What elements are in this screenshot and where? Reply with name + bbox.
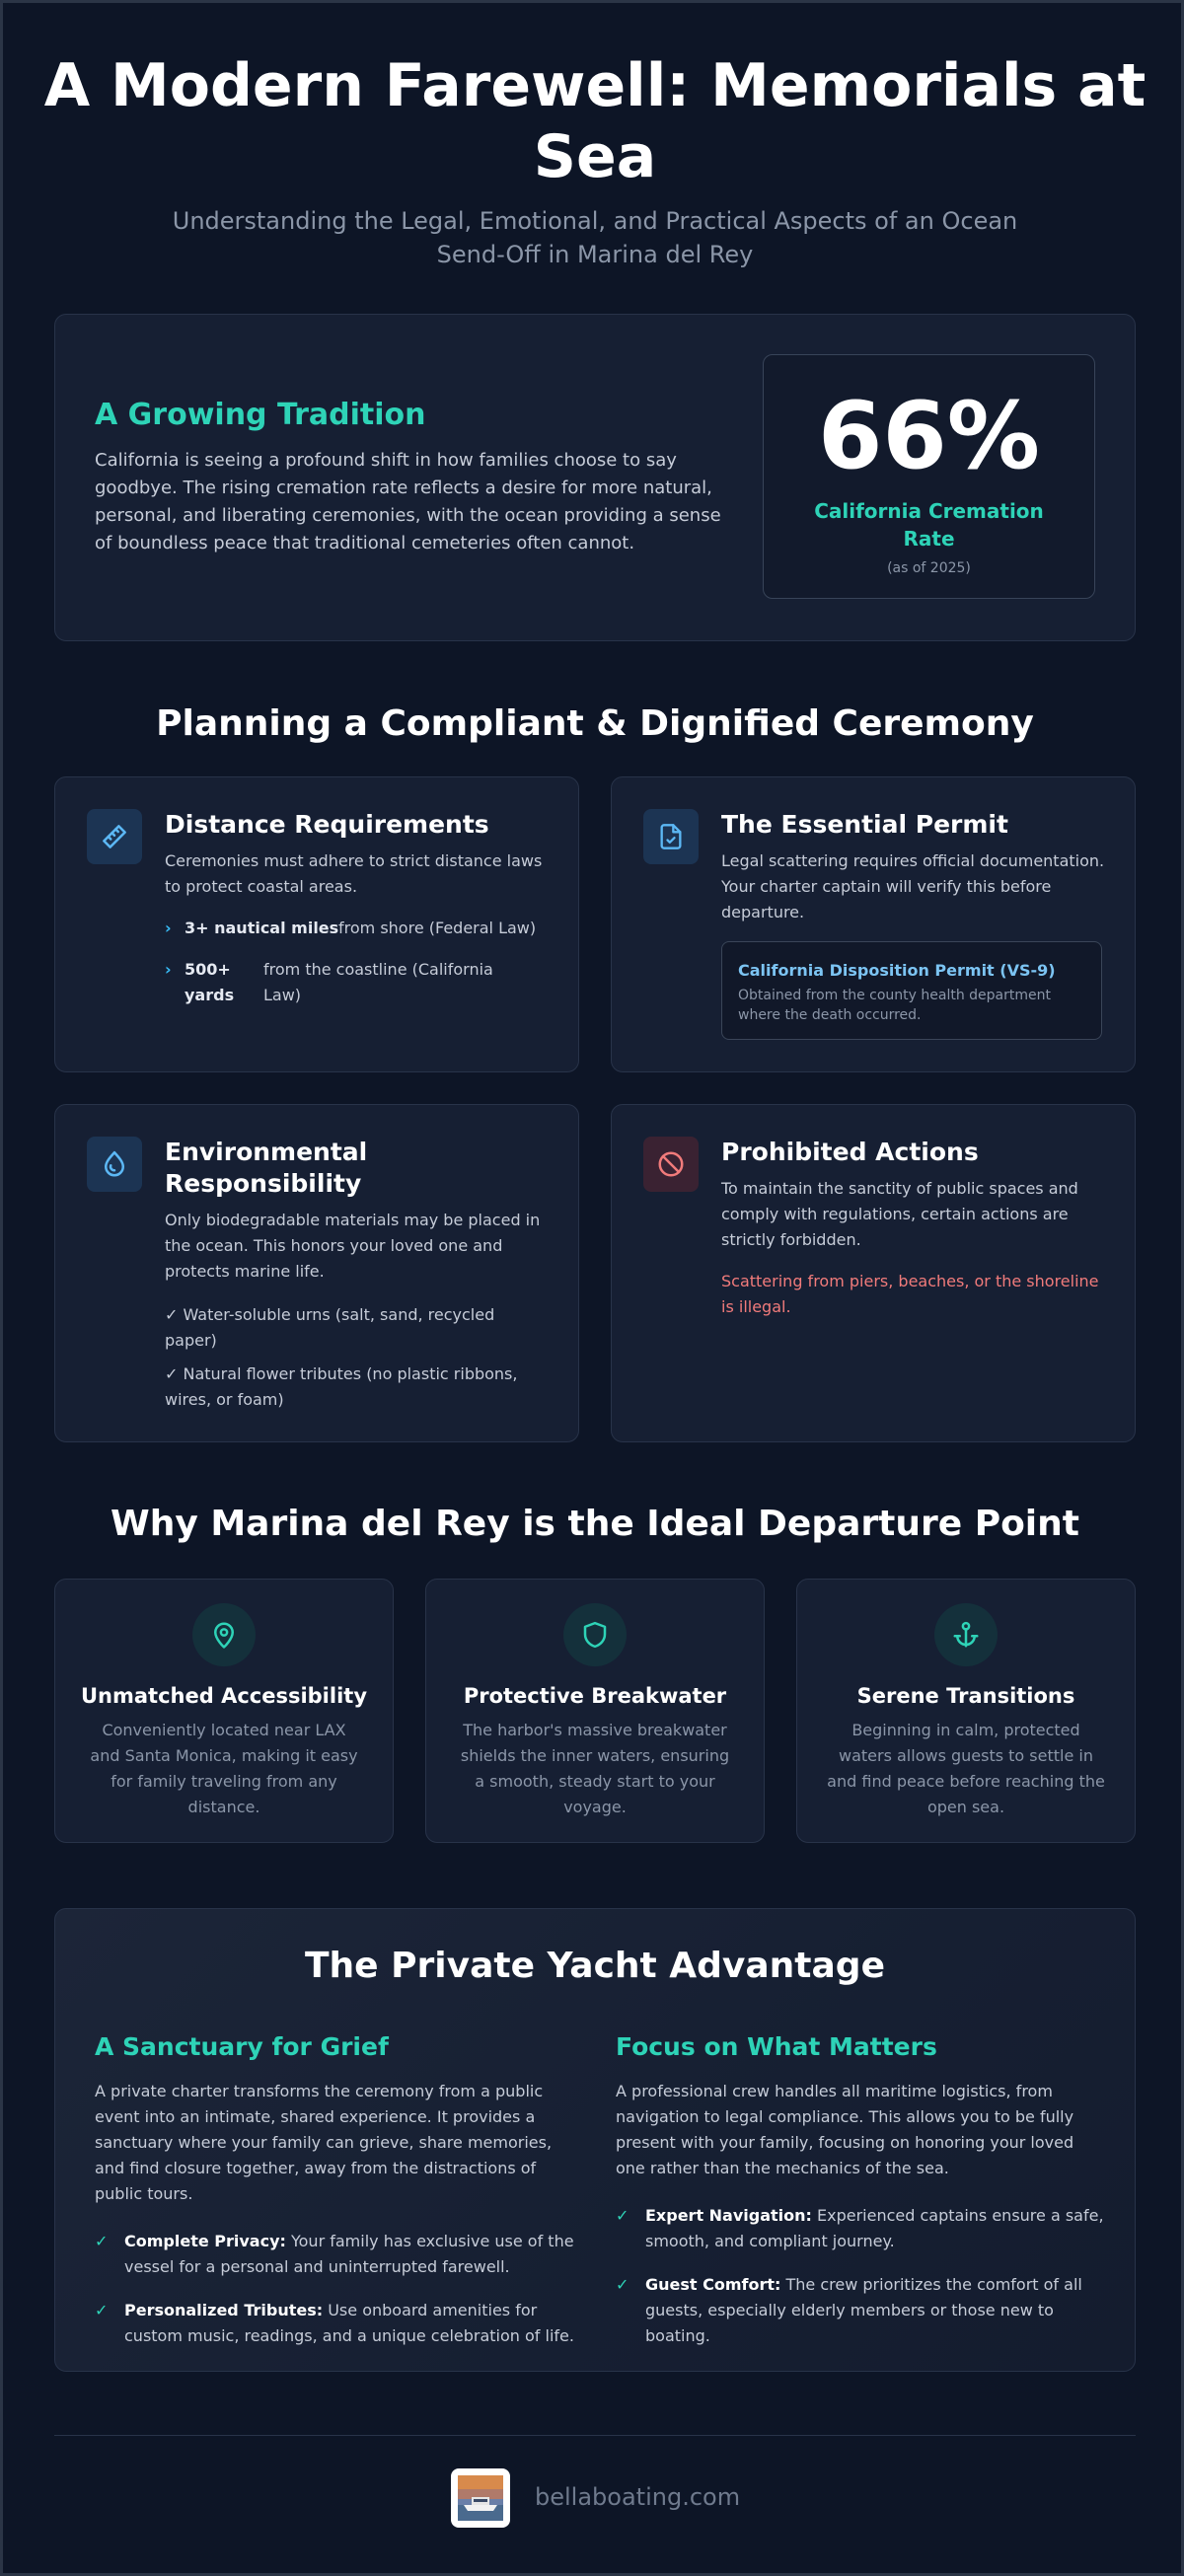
cremation-stat (763, 354, 1095, 599)
item-bold: Complete Privacy: (124, 2232, 286, 2250)
distance-bold: 500+ yards (185, 960, 235, 1004)
prohibited-icon (643, 1137, 699, 1192)
prohibited-warning: Scattering from piers, beaches, or the shoreline is illegal. (721, 1272, 1099, 1316)
item-bold: Personalized Tributes: (124, 2301, 324, 2319)
environment-card (54, 1104, 579, 1442)
feature-card-breakwater (425, 1579, 765, 1843)
check-icon: ✓ (616, 2275, 629, 2294)
feature-title: Serene Transitions (856, 1684, 1075, 1708)
footer-divider (54, 2435, 1136, 2436)
chevron-right-icon: › (165, 960, 172, 979)
prohibited-title: Prohibited Actions (721, 1138, 979, 1166)
feature-title: Protective Breakwater (463, 1684, 727, 1708)
permit-text: Legal scattering requires official documentation. Your charter captain will verify this before departure. (721, 851, 1105, 921)
check-icon: ✓ (616, 2206, 629, 2225)
distance-card (54, 776, 579, 1072)
yacht-right-heading: Focus on What Matters (616, 2032, 937, 2061)
brand-logo[interactable] (451, 2468, 510, 2528)
distance-rest: from shore (Federal Law) (338, 919, 537, 937)
list-item: ✓ Natural flower tributes (no plastic ribbons, wires, or foam) (165, 1364, 518, 1409)
feature-title: Unmatched Accessibility (80, 1684, 368, 1708)
yacht-photo-icon (458, 2475, 503, 2521)
chevron-right-icon: › (165, 919, 172, 937)
feature-card-accessibility (54, 1579, 394, 1843)
tradition-heading: A Growing Tradition (95, 398, 426, 432)
yacht-right-column (616, 2031, 1104, 2349)
permit-title: The Essential Permit (721, 810, 1008, 839)
permit-callout (721, 941, 1102, 1040)
yacht-left-text: A private charter transforms the ceremony from a public event into an intimate, shared experience. It provides a sanctuary where your family can grieve, share memories, and find closure together, away from the distractions of public tours. (95, 2082, 553, 2203)
list-item: ✓ Water-soluble urns (salt, sand, recycled paper) (165, 1305, 495, 1350)
item-rest: The crew prioritizes the comfort of all guests, especially elderly members or those new to boating. (645, 2275, 1082, 2345)
shield-icon (563, 1603, 627, 1666)
feature-text: The harbor's massive breakwater shields the inner waters, ensuring a smooth, steady start to your voyage. (460, 1721, 730, 1816)
prohibited-card (611, 1104, 1136, 1442)
check-icon: ✓ (95, 2301, 109, 2319)
item-bold: Expert Navigation: (645, 2206, 812, 2225)
check-icon: ✓ (95, 2232, 109, 2250)
distance-title: Distance Requirements (165, 810, 489, 839)
item-rest: Use onboard amenities for custom music, readings, and a unique celebration of life. (124, 2301, 574, 2345)
list-item (95, 2229, 583, 2280)
hero (42, 50, 1147, 271)
list-item (95, 2298, 583, 2349)
environment-text: Only biodegradable materials may be placed in the ocean. This honors your loved one and protects marine life. (165, 1211, 541, 1281)
item-rest: Your family has exclusive use of the vessel for a personal and uninterrupted farewell. (124, 2232, 574, 2276)
permit-callout-text: Obtained from the county health department where the death occurred. (738, 988, 1051, 1023)
stat-note: (as of 2025) (887, 560, 971, 576)
stat-value: 66% (818, 383, 1040, 490)
item-bold: Guest Comfort: (645, 2275, 781, 2294)
map-pin-icon (192, 1603, 256, 1666)
distance-text: Ceremonies must adhere to strict distance laws to protect coastal areas. (165, 851, 543, 896)
page-subtitle: Understanding the Legal, Emotional, and Practical Aspects of an Ocean Send-Off in Marina del Rey (172, 207, 1018, 268)
stat-label: California Cremation Rate (814, 499, 1044, 551)
feature-text: Beginning in calm, protected waters allows guests to settle in and find peace before reaching the open sea. (827, 1721, 1105, 1816)
list-item (616, 2272, 1104, 2349)
environment-title: Environmental Responsibility (165, 1138, 368, 1198)
list-item (616, 2203, 1104, 2254)
page-title: A Modern Farewell: Memorials at Sea (43, 51, 1147, 191)
feature-text: Conveniently located near LAX and Santa Monica, making it easy for family traveling from any distance. (90, 1721, 358, 1816)
permit-card (611, 776, 1136, 1072)
droplet-icon (87, 1137, 142, 1192)
anchor-icon (934, 1603, 998, 1666)
yacht-title: The Private Yacht Advantage (304, 1946, 885, 1986)
yacht-left-column (95, 2031, 583, 2349)
permit-callout-title: California Disposition Permit (VS-9) (738, 961, 1056, 980)
distance-rest: from the coastline (California Law) (263, 960, 493, 1004)
ruler-icon (87, 809, 142, 864)
document-check-icon (643, 809, 699, 864)
yacht-left-heading: A Sanctuary for Grief (95, 2032, 389, 2061)
marina-title: Why Marina del Rey is the Ideal Departure Point (111, 1504, 1079, 1544)
item-rest: Experienced captains ensure a safe, smooth, and compliant journey. (645, 2206, 1104, 2250)
prohibited-text: To maintain the sanctity of public spaces and comply with regulations, certain actions are strictly forbidden. (721, 1179, 1078, 1249)
distance-bold: 3+ nautical miles (185, 919, 339, 937)
tradition-text: California is seeing a profound shift in how families choose to say goodbye. The rising cremation rate reflects a desire for more natural, personal, and liberating ceremonies, with the ocean providing a sense of boundless peace that traditional cemeteries often cannot. (95, 450, 721, 553)
footer-url[interactable]: bellaboating.com (535, 2483, 741, 2511)
planning-title: Planning a Compliant & Dignified Ceremony (156, 703, 1034, 744)
feature-card-transitions (796, 1579, 1136, 1843)
yacht-right-text: A professional crew handles all maritime logistics, from navigation to legal compliance. This allows you to be fully present with your family, focusing on honoring your loved one rather than the mechanics of the sea. (616, 2082, 1074, 2177)
tradition-card (54, 314, 1136, 641)
yacht-card (54, 1908, 1136, 2372)
